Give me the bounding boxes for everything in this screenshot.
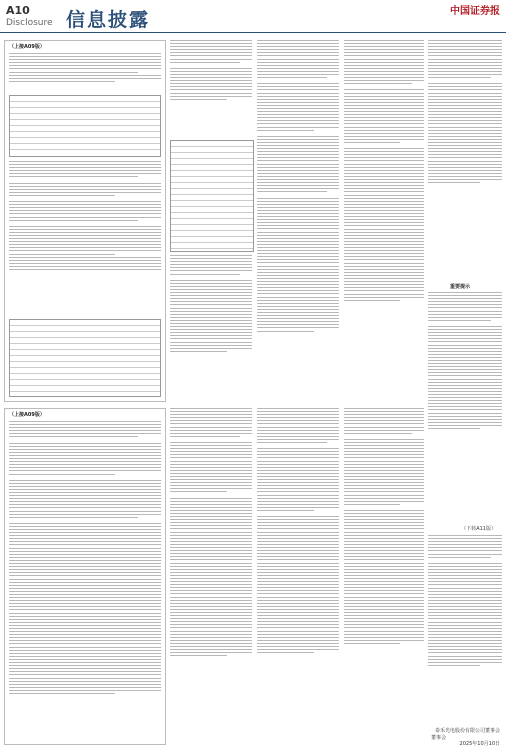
text-column-4-bottom [344, 408, 424, 743]
header-rule [0, 32, 506, 33]
text-column-2 [170, 40, 252, 140]
text-column-2-bottom [170, 408, 252, 743]
page-header [0, 0, 506, 34]
footer-company: 泰禾光电股份有限公司董事会 [434, 728, 500, 734]
data-table-middle [170, 140, 254, 252]
text-column-5 [428, 40, 502, 280]
section-english: Disclosure [6, 18, 53, 28]
notice-body-top [9, 161, 161, 311]
notice-box-bottom [4, 408, 166, 745]
notice-body-bottom [9, 421, 161, 739]
notice-heading-top: （上接A09版） [9, 44, 45, 50]
notice-heading-bottom: （上接A09版） [9, 412, 45, 418]
masthead-logo: 中国证券报 [450, 6, 500, 17]
text-column-2b [170, 255, 252, 400]
text-column-3-bottom [257, 408, 339, 743]
data-table-top [9, 95, 161, 157]
data-table-bottom [9, 319, 161, 397]
notice-box-top [4, 40, 166, 402]
text-column-5-bottom [428, 535, 502, 720]
continued-next-page: （下转A11版） [461, 526, 496, 532]
footer-board: 董事会 [430, 735, 446, 741]
footer-date: 2025年10月10日 [459, 741, 500, 747]
text-column-3 [257, 40, 339, 400]
section-subheading: 重要提示 [450, 284, 471, 290]
section-title: 信息披露 [66, 9, 151, 31]
notice-text-top [9, 53, 161, 91]
text-column-4 [344, 40, 424, 400]
text-column-5b [428, 292, 502, 522]
page-number: A10 [6, 4, 30, 17]
